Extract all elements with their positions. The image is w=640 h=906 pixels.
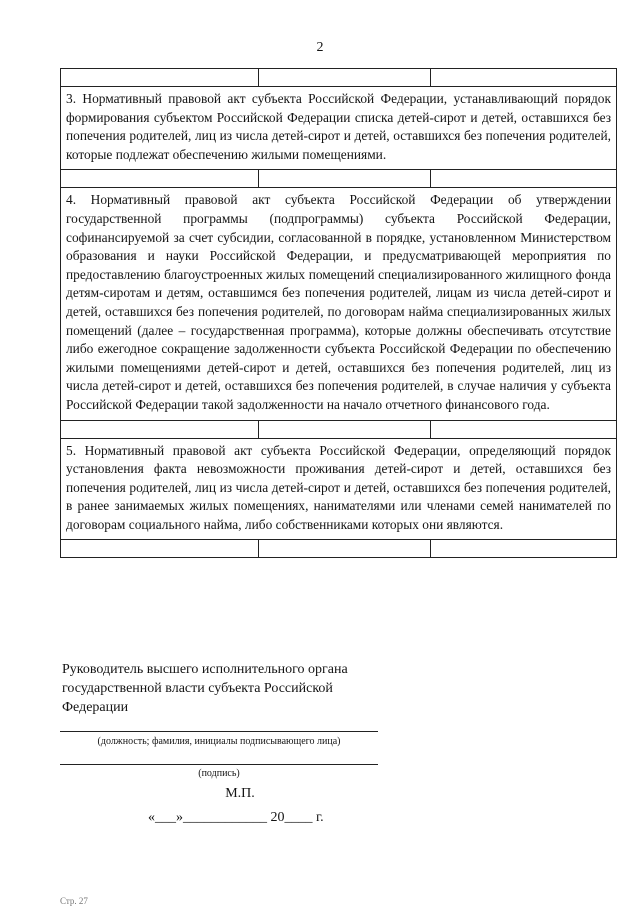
position-caption: (должность; фамилия, инициалы подписывающего лица): [97, 736, 341, 747]
item-5-text: 5. Нормативный правовой акт субъекта Российской Федерации, определяющий порядок установления факта невозможности проживания детей-сирот и детей, оставшихся без попечения родителей, лиц из числа детей-сирот и детей, оставшихся без попечения родителей, в ранее занимаемых жилых помещениях, нанимателями или членами семей нанимателей по договорам социального найма, либо собственниками которых они являются.: [61, 438, 617, 540]
date-line: «___»____________ 20____ г.: [148, 810, 324, 825]
document-table: [60, 68, 617, 558]
item-3-text: 3. Нормативный правовой акт субъекта Российской Федерации, устанавливающий порядок формирования субъектом Российской Федерации списка детей-сирот и детей, оставшихся без попечения родителей, лиц из числа детей-сирот и детей, оставшихся без попечения родителей, которые подлежат обеспечению жилыми помещениями.: [61, 87, 617, 170]
corner-mark: Стр. 27: [60, 896, 88, 906]
signature-line: [60, 764, 378, 765]
item-4-text: 4. Нормативный правовой акт субъекта Российской Федерации об утверждении государственной программы (подпрограммы) субъекта Российской Федерации, софинансируемой за счет субсидии, согласованной в порядке, установленном Министерством образования и науки Российской Федерации, и предусматривающей мероприятия по предоставлению благоустроенных жилых помещений специализированного жилищного фонда детям-сиротам и детям, оставшимся без попечения родителей, лицам из числа детей-сирот и детей, оставшихся без попечения родителей, по договорам найма специализированных жилых помещений (далее – государственная программа), которые должны обеспечивать отсутствие либо ежегодное сокращение задолженности субъекта Российской Федерации по обеспечению жилыми помещениями детей-сирот и детей, оставшихся без попечения родителей, лиц из числа детей-сирот и детей, оставшихся без попечения родителей, в случае наличия у субъекта Российской Федерации такой задолженности на начало отчетного финансового года.: [61, 188, 617, 420]
seal-mark: М.П.: [225, 786, 255, 801]
position-signature-line: [60, 731, 378, 732]
table-spacer-row: [61, 420, 617, 438]
page-number: 2: [316, 40, 324, 55]
signature-caption: (подпись): [198, 768, 240, 779]
table-row-item-3: [61, 87, 617, 170]
table-spacer-row: [61, 170, 617, 188]
table-spacer-row: [61, 540, 617, 558]
table-row-item-4: [61, 188, 617, 420]
table-spacer-row: [61, 69, 617, 87]
signatory-title: Руководитель высшего исполнительного органа государственной власти субъекта Российской Федерации: [62, 662, 348, 715]
table-row-item-5: [61, 438, 617, 540]
